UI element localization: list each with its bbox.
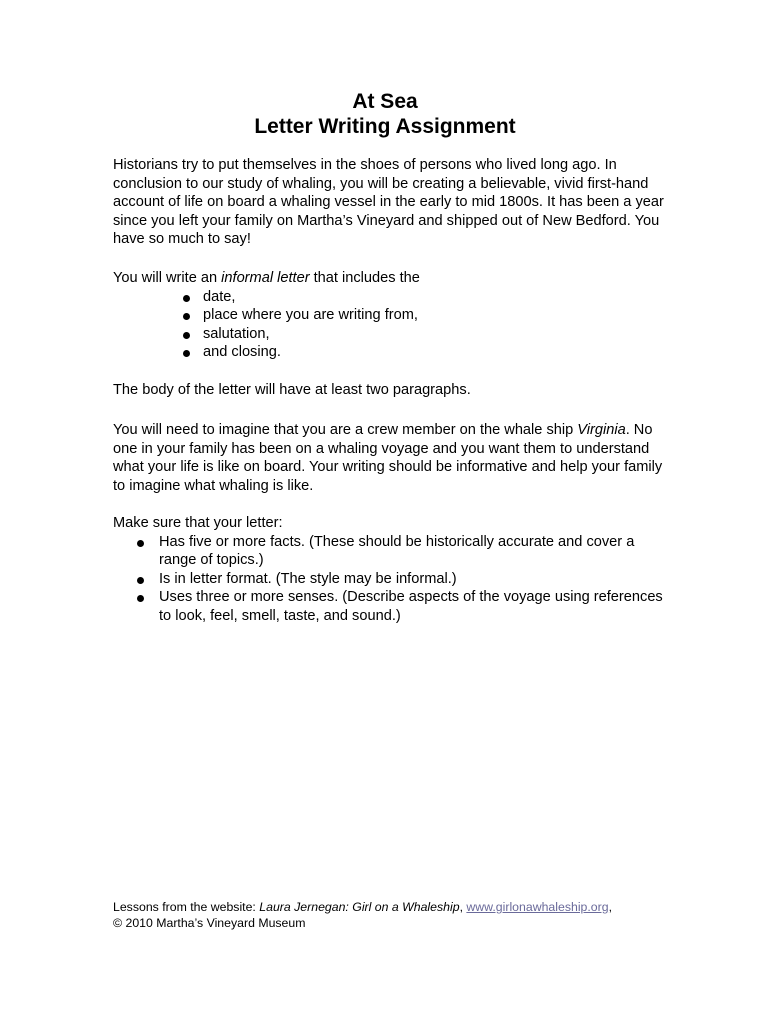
informal-letter-section [113, 269, 665, 362]
list-item [180, 343, 665, 362]
informal-lead-after: that includes the [309, 270, 420, 286]
list-item [113, 533, 665, 570]
footer-site-title: Laura Jernegan: Girl on a Whaleship [259, 900, 460, 914]
bullet-icon [183, 295, 190, 302]
list-item [113, 588, 665, 625]
list-item-text: date, [203, 288, 236, 305]
footer [113, 899, 713, 931]
footer-copyright: © 2010 Martha’s Vineyard Museum [113, 916, 306, 930]
list-item [180, 325, 665, 344]
requirements-section [113, 514, 665, 625]
list-item-text: salutation, [203, 325, 270, 342]
list-item-text: Has five or more facts. (These should be historically accurate and cover a range of topics.) [159, 533, 635, 568]
intro-text: Historians try to put themselves in the shoes of persons who lived long ago. In conclusion to our study of whaling, you will be creating a believable, vivid first-hand account of life on board a whaling vessel in the early to mid 1800s. It has been a year since you left your family on Martha’s Vineyard and shipped out of New Bedford. You have so much to say! [113, 157, 664, 247]
footer-prefix: Lessons from the website: [113, 900, 260, 914]
bullet-icon [137, 577, 144, 584]
imagine-text-after: . No one in your family has been on a whaling voyage and you want them to understand what your life is like on board. Your writing should be informative and help your family to imagine what whaling is like. [113, 422, 663, 494]
informal-list [180, 288, 665, 362]
bullet-icon [183, 332, 190, 339]
footer-website-link[interactable]: www.girlonawhaleship.org [466, 900, 609, 914]
bullet-icon [183, 313, 190, 320]
body-paragraph [113, 381, 665, 400]
list-item-text: and closing. [203, 344, 281, 360]
list-item [180, 288, 665, 307]
list-item-text: Is in letter format. (The style may be informal.) [159, 570, 457, 587]
informal-lead-before: You will write an [113, 270, 222, 286]
ship-name: Virginia [577, 422, 626, 438]
page-title [0, 89, 770, 139]
footer-separator: , [459, 900, 467, 914]
intro-paragraph [113, 156, 665, 249]
title-line-2: Letter Writing Assignment [254, 115, 516, 138]
bullet-icon [137, 595, 144, 602]
informal-lead [113, 269, 665, 288]
requirements-lead: Make sure that your letter: [113, 515, 283, 531]
bullet-icon [137, 540, 144, 547]
list-item [113, 570, 665, 589]
imagine-paragraph [113, 421, 665, 495]
informal-lead-emphasis: informal letter [221, 270, 310, 286]
imagine-text [113, 421, 665, 495]
list-item-text: Uses three or more senses. (Describe aspects of the voyage using references to look, feel, smell, taste, and sound.) [159, 589, 663, 624]
footer-line-1 [113, 899, 713, 915]
list-item-text: place where you are writing from, [203, 307, 418, 323]
bullet-icon [183, 350, 190, 357]
footer-trail: , [608, 900, 612, 914]
body-paragraph-text: The body of the letter will have at least two paragraphs. [113, 382, 471, 398]
requirements-list [113, 533, 665, 626]
imagine-text-before: You will need to imagine that you are a crew member on the whale ship [113, 422, 578, 438]
list-item [180, 306, 665, 325]
title-line-1: At Sea [352, 90, 418, 113]
